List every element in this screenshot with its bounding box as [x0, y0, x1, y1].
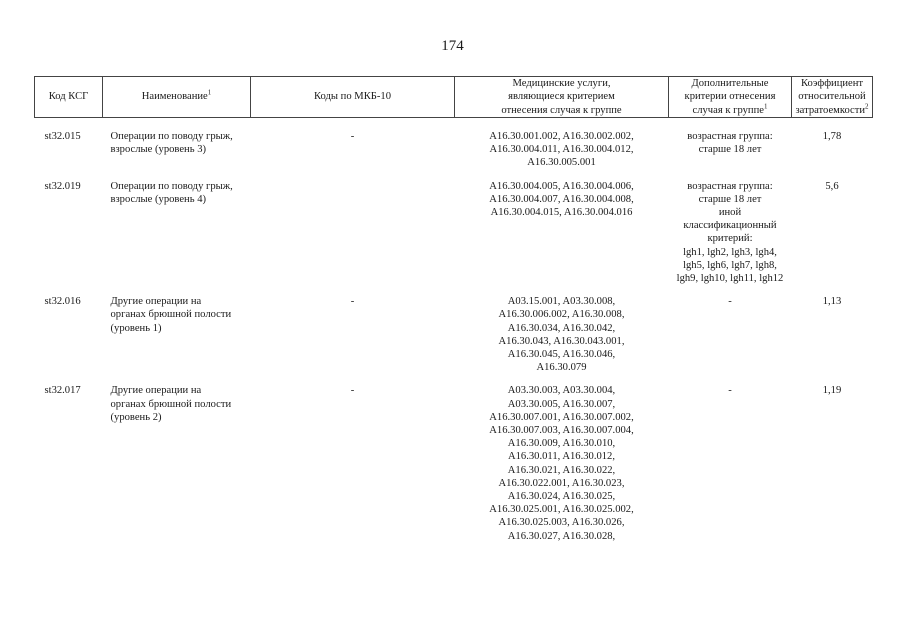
additional-criteria-cell-line: - [728, 385, 732, 397]
ksg-table [34, 76, 873, 553]
medical-services-cell [455, 384, 669, 552]
medical-services-cell-line: A16.30.004.015, A16.30.004.016 [490, 207, 633, 219]
medical-services-cell-line: A16.30.004.007, A16.30.004.008, [489, 193, 634, 205]
header-mkb: Коды по МКБ-10 [251, 77, 455, 118]
mkb-codes-cell-value: - [350, 131, 355, 142]
ksg-code-cell-value: st32.015 [44, 131, 81, 142]
mkb-codes-cell [251, 118, 455, 180]
medical-services-cell-line: A03.30.003, A03.30.004, [507, 385, 616, 397]
header-name: Наименование$^1$ [103, 77, 251, 118]
header-coef: Коэффициент относительной затратоемкости$^2$ [792, 77, 873, 118]
medical-services-cell-line: A16.30.043, A16.30.043.001, [498, 335, 625, 347]
medical-services-cell-line: A16.30.025.001, A16.30.025.002, [489, 504, 634, 516]
medical-services-cell-line: A16.30.025.003, A16.30.026, [498, 517, 625, 529]
table-row [35, 180, 873, 296]
medical-services-cell [455, 180, 669, 296]
ksg-code-cell-value: st32.017 [44, 385, 81, 397]
medical-services-cell-line: A03.15.001, A03.30.008, [507, 296, 616, 308]
medical-services-cell-line: A16.30.027, A16.30.028, [507, 530, 616, 542]
additional-criteria-cell-line: - [728, 296, 732, 308]
ksg-code-cell [35, 295, 103, 384]
medical-services-cell-line: A16.30.009, A16.30.010, [507, 438, 616, 450]
ksg-name-cell-line: органах брюшной полости [110, 398, 232, 410]
medical-services-cell-line: A16.30.024, A16.30.025, [507, 491, 616, 503]
cost-coefficient-cell-value: 1,13 [822, 296, 842, 308]
table-header [35, 77, 873, 118]
ksg-name-cell-line: взрослые (уровень 4) [110, 193, 207, 205]
cost-coefficient-cell [792, 384, 873, 552]
ksg-code-cell-value: st32.016 [44, 296, 81, 308]
ksg-name-cell [103, 118, 251, 180]
mkb-codes-cell-value: - [350, 296, 355, 308]
additional-criteria-cell-line: lgh5, lgh6, lgh7, lgh8, [683, 259, 777, 271]
ksg-name-cell-line: Операции по поводу грыж, [110, 180, 233, 192]
medical-services-cell-line: A16.30.004.011, A16.30.004.012, [489, 144, 634, 156]
cost-coefficient-cell [792, 180, 873, 296]
table-row [35, 118, 873, 180]
additional-criteria-cell-line: старше 18 лет [698, 144, 762, 156]
table-row [35, 384, 873, 552]
ksg-code-cell [35, 180, 103, 296]
additional-criteria-cell [669, 118, 792, 180]
additional-criteria-cell [669, 384, 792, 552]
medical-services-cell-line: A16.30.007.001, A16.30.007.002, [489, 411, 634, 423]
medical-services-cell-line: A16.30.007.003, A16.30.007.004, [489, 425, 634, 437]
ksg-name-cell-line: взрослые (уровень 3) [110, 144, 207, 156]
mkb-codes-cell [251, 384, 455, 552]
table-row [35, 295, 873, 384]
additional-criteria-cell-line: возрастная группа: [687, 180, 773, 192]
header-criteria: Дополнительные критерии отнесения случая к группе$^1$ [669, 77, 792, 118]
additional-criteria-cell-line: lgh9, lgh10, lgh11, lgh12 [676, 273, 784, 285]
medical-services-cell-line: A16.30.022.001, A16.30.023, [498, 477, 625, 489]
ksg-name-cell-line: (уровень 2) [110, 411, 162, 423]
medical-services-cell-line: A16.30.079 [536, 362, 587, 374]
medical-services-cell-line: A16.30.006.002, A16.30.008, [498, 309, 625, 321]
cost-coefficient-cell-value: 1,78 [822, 131, 842, 142]
ksg-name-cell [103, 384, 251, 552]
mkb-codes-cell-value: - [350, 385, 355, 397]
medical-services-cell-line: A16.30.005.001 [527, 157, 596, 169]
ksg-name-cell-line: Другие операции на [110, 296, 202, 308]
medical-services-cell-line: A16.30.011, A16.30.012, [507, 451, 616, 463]
medical-services-cell-line: A16.30.004.005, A16.30.004.006, [489, 180, 634, 192]
ksg-name-cell-line: Операции по поводу грыж, [110, 131, 233, 142]
cost-coefficient-cell-value: 1,19 [822, 385, 842, 397]
medical-services-cell-line: A03.30.005, A16.30.007, [507, 398, 616, 410]
additional-criteria-cell-line: старше 18 лет [698, 193, 762, 205]
mkb-codes-cell [251, 180, 455, 296]
ksg-name-cell-line: Другие операции на [110, 385, 202, 397]
medical-services-cell-line: A16.30.045, A16.30.046, [507, 349, 616, 361]
mkb-codes-cell [251, 295, 455, 384]
additional-criteria-cell-line: lgh1, lgh2, lgh3, lgh4, [683, 246, 777, 258]
ksg-name-cell-line: органах брюшной полости [110, 309, 232, 321]
ksg-name-cell [103, 180, 251, 296]
medical-services-cell-line: A16.30.021, A16.30.022, [507, 464, 616, 476]
additional-criteria-cell-line: классификационный [683, 220, 777, 232]
cost-coefficient-cell [792, 118, 873, 180]
table-body [35, 118, 873, 553]
cost-coefficient-cell [792, 295, 873, 384]
medical-services-cell-line: A16.30.034, A16.30.042, [507, 322, 616, 334]
header-services: Медицинские услуги, являющиеся критерием отнесения случая к группе [455, 77, 669, 118]
additional-criteria-cell-line: возрастная группа: [687, 131, 773, 142]
ksg-code-cell [35, 384, 103, 552]
ksg-name-cell [103, 295, 251, 384]
ksg-code-cell [35, 118, 103, 180]
ksg-code-cell-value: st32.019 [44, 180, 81, 192]
additional-criteria-cell [669, 295, 792, 384]
medical-services-cell [455, 295, 669, 384]
medical-services-cell [455, 118, 669, 180]
additional-criteria-cell-line: критерий: [707, 233, 753, 245]
additional-criteria-cell-line: иной [718, 207, 742, 219]
header-code: Код КСГ [35, 77, 103, 118]
page-number: 174 [441, 38, 464, 54]
additional-criteria-cell [669, 180, 792, 296]
ksg-name-cell-line: (уровень 1) [110, 322, 162, 334]
cost-coefficient-cell-value: 5,6 [825, 180, 839, 192]
medical-services-cell-line: A16.30.001.002, A16.30.002.002, [489, 131, 634, 142]
